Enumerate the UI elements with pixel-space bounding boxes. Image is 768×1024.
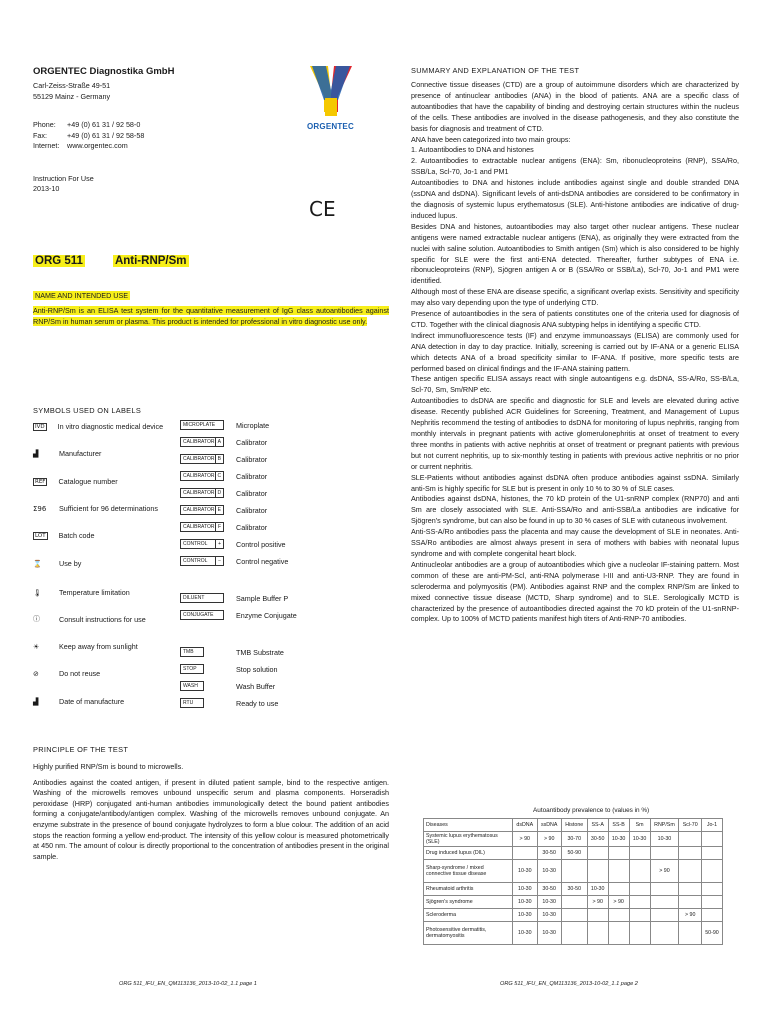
table-cell: Rheumatoid arthritis: [424, 883, 513, 896]
table-row: [424, 860, 723, 883]
sigma-icon: Σ96: [33, 504, 47, 513]
table-cell: [513, 847, 538, 860]
symbol-no-reuse: ⊘ Do not reuse: [33, 669, 101, 678]
address-line: Carl-Zeiss-Straße 49-51: [33, 81, 111, 90]
table-cell: [561, 896, 587, 909]
table-cell: [701, 847, 722, 860]
footer-page-2: ORG 511_IFU_EN_QM113136_2013-10-02_1.1 page 2: [500, 981, 638, 987]
table-cell: [587, 909, 608, 922]
control-icon: CONTROL −: [180, 556, 224, 566]
stop-icon: STOP: [180, 664, 204, 674]
diluent-icon: DILUENT: [180, 593, 224, 603]
table-body: [424, 832, 723, 945]
thermometer-icon: 🌡: [33, 588, 42, 597]
table-cell: > 90: [650, 860, 679, 883]
table-cell: [701, 883, 722, 896]
ifu-date: 2013-10: [33, 184, 60, 193]
table-cell: [701, 909, 722, 922]
table-cell: 10-30: [587, 883, 608, 896]
sun-icon: ☀: [33, 642, 40, 651]
table-cell: 10-30: [537, 909, 561, 922]
table-row: [424, 909, 723, 922]
table-cell: > 90: [608, 896, 629, 909]
calibrator-icon: CALIBRATOR E: [180, 505, 224, 515]
symbol-consult: ⓘ Consult instructions for use: [33, 614, 146, 624]
factory-icon: ▟: [33, 697, 39, 706]
table-cell: 10-30: [513, 896, 538, 909]
calibrator-icon: CALIBRATOR F: [180, 522, 224, 532]
wash-icon: WASH: [180, 681, 204, 691]
symbol-microplate: MICROPLATE Microplate: [180, 420, 269, 430]
symbol-use-by: ⌛ Use by: [33, 559, 82, 568]
symbol-ivd: IVD In vitro diagnostic medical device: [35, 422, 164, 431]
table-cell: Scleroderma: [424, 909, 513, 922]
symbol-calibrator-c: CALIBRATOR C Calibrator: [180, 471, 267, 481]
ce-mark-icon: CE: [309, 197, 336, 221]
table-cell: [679, 896, 702, 909]
table-cell: > 90: [537, 832, 561, 847]
table-cell: [650, 847, 679, 860]
table-cell: [608, 922, 629, 945]
table-cell: [650, 883, 679, 896]
principle-text: Highly purified RNP/Sm is bound to microwells. Antibodies against the coated antigen, if present in diluted patient sample, bind to the respective antigen. Washing of the microwells removes unbound unspecific serum and plasma components. Horseradish peroxidase (HRP) conjugated anti-human antibodies immunologically detect the bound patient antibodies forming a conjugate/antibody/antigen complex. Washing of the microwells removes unbound conjugate. An enzyme substrate in the presence of bound conjugate hydrolyzes to form a blue colour. The addition of an acid stops the reaction forming a yellow end-product. The intensity of this yellow colour is measured photometrically at 450 nm. The amount of colour is directly proportional to the concentration of antibodies present in the original sample.: [33, 762, 389, 861]
table-row: [424, 896, 723, 909]
calibrator-icon: CALIBRATOR B: [180, 454, 224, 464]
symbol-temperature: 🌡 Temperature limitation: [33, 588, 130, 597]
table-cell: 10-30: [513, 883, 538, 896]
table-cell: 10-30: [537, 896, 561, 909]
table-cell: 30-50: [537, 847, 561, 860]
table-cell: [679, 883, 702, 896]
table-cell: [629, 883, 650, 896]
microplate-icon: MICROPLATE: [180, 420, 224, 430]
table-cell: [679, 922, 702, 945]
calibrator-icon: CALIBRATOR D: [180, 488, 224, 498]
table-cell: 10-30: [608, 832, 629, 847]
table-cell: [701, 860, 722, 883]
table-cell: 50-90: [561, 847, 587, 860]
table-cell: [629, 909, 650, 922]
table-cell: [629, 922, 650, 945]
table-cell: [629, 896, 650, 909]
table-cell: [587, 860, 608, 883]
table-cell: 10-30: [629, 832, 650, 847]
table-cell: [561, 922, 587, 945]
symbol-date-manufacture: ▟ Date of manufacture: [33, 697, 125, 706]
table-cell: > 90: [587, 896, 608, 909]
product-heading: [33, 255, 189, 267]
principle-title: PRINCIPLE OF THE TEST: [33, 745, 129, 754]
table-cell: [608, 883, 629, 896]
table-cell: [679, 847, 702, 860]
info-icon: ⓘ: [33, 615, 40, 623]
table-cell: Photosensitive dermatitis, dermatomyositis: [424, 922, 513, 945]
table-cell: [679, 860, 702, 883]
rtu-icon: RTU: [180, 698, 204, 708]
summary-text: Connective tissue diseases (CTD) are a group of autoimmune disorders which are characterized by presence of antinuclear antibodies (ANA) in the blood of patients. ANA are a specific class of autoantibodies that have the capability of binding and destroying certain structures within the nucleus of the cells. These antibodies are involved in the disease pathogenesis, and they also constitute the basis for diagnosis and treatment of CTD. ANA have been categorized into two main groups: 1. Autoantibodies to DNA and histones 2. Autoantibodies to extractable nuclear antigens (ENA): Sm, ribonucleoproteins (RNP), SSA/Ro, SSB/La, Scl-70, Jo-1 and PM1 Autoantibodies to DNA and histones include antibodies against single and double stranded DNA (ssDNA and dsDNA). Significant levels of anti-dsDNA antibodies are considered to be confirmatory in the diagnosis of systemic lupus erythematosus (SLE). Anti-histone antibodies are indicative of drug-induced lupus. Besides DNA and histones, autoantibodies may also target other nuclear antigens. These nuclear antigens were named extractable nuclear antigens (ENA), as originally they were extracted from the nuclei with saline solution. Autoantibodies to Smith antigen (Sm) which is also considered to be highly specific for SLE were the first anti-ENA detected. Thereafter, further subtypes of ENA i.e. ribonucleoproteins (RNP), Sjögren antigen A or B (SSA/Ro or SSB/La), Scl-70, Jo-1 and PM1 were identified. Although most of these ENA are disease specific, a significant overlap exists. Sensitivity and specificity may also vary depending upon the type of underlying CTD. Presence of autoantibodies in the sera of patients constitutes one of the criteria used for diagnosis of CTD. Together with the clinical diagnosis ANA subtyping helps in identifying a specific CTD. Indirect immunofluorescence tests (IF) and enzyme immunoassays (ELISA) are commonly used for ANA detection in day to day practice. Initially, screening is carried out by IF-ANA or a generic ELISA which detects ANA of a broad specificity similar to IF-ANA. If positive, more specific tests are performed based on clinical findings and the IF-ANA staining pattern. These antigen specific ELISA assays react with single autoantigens e.g. dsDNA, SS-A/Ro, SS-B/La, Scl-70, Sm, Sm/RNP etc. Autoantibodies to dsDNA are specific and diagnostic for SLE and levels are elevated during active disease. Recently published ACR Guidelines for Screening, Treatment, and Management of Lupus Nephritis recommend the testing of antibodies to dsDNA for monitoring of lupus nephritis, ranging from monthly intervals in pregnant patients with active glomerulonephritis at onset of treatment to every three months in patients with active nephritis at onset of treatment or pregnant patients with previous but not current nephritis, up to six-monthly testing in patients with previous active nephritis or no prior or current nephritis. SLE-Patients without antibodies against dsDNA often produce antibodies against ssDNA. Similarly anti-Sm is highly specific for SLE but is present in only 10 % to 30 % of SLE cases. Antibodies against dsDNA, histones, the 70 kD protein of the U1-snRNP complex (RNP70) and anti Sm are closely associated with SLE. Anti-SSA/Ro and anti-SSB/La antibodies are indicative for Sjögren's syndrome, but can also be found in up to 30 % cases of SLE with cutaneous involvement. Anti-SS-A/Ro antibodies pass the placenta and may cause the development of SLE in neonates. Anti-SSA/Ro antibodies are almost always present in sera of mothers with babies with neonatal lupus syndrome and with complete congenital heart block. Antinucleolar antibodies are a group of autoantibodies which give a nucleolar IF-staining pattern. Most common of these are anti-PM-Scl, anti-RNA polymerase I-III and anti-U3-RNP. They are found in scleroderma and polymyositis (PM). Antibodies against RNP and the complex RNP/Sm are linked to mixed connective tissue disease (MCTD, Sharp syndrome) and to SLE. Serologically MCTD is characterized by the presence of autoantibodies directed against the 70 kD protein of the U1-snRNP-complex. Up to 100% of MCTD patients manifest high titers of Anti-RNP-70 antibodies.: [411, 80, 739, 624]
table-cell: > 90: [513, 832, 538, 847]
hourglass-icon: ⌛: [33, 559, 42, 568]
symbol-calibrator-b: CALIBRATOR B Calibrator: [180, 454, 267, 464]
symbol-control-negative: CONTROL − Control negative: [180, 556, 288, 566]
table-cell: 30-50: [537, 883, 561, 896]
table-cell: 10-30: [537, 922, 561, 945]
symbol-sunlight: ☀ Keep away from sunlight: [33, 642, 138, 651]
summary-section: [411, 66, 739, 625]
table-cell: [608, 847, 629, 860]
symbols-title: SYMBOLS USED ON LABELS: [33, 406, 142, 415]
table-cell: 10-30: [650, 832, 679, 847]
table-header-row: Diseases dsDNA ssDNA Histone SS-A SS-B Sm RNP/Sm Scl-70 Jo-1: [424, 819, 723, 832]
symbol-control-positive: CONTROL + Control positive: [180, 539, 286, 549]
symbol-sufficient: Σ96 Sufficient for 96 determinations: [33, 504, 158, 513]
symbol-lot: LOT Batch code: [35, 531, 95, 540]
product-name: Anti-RNP/Sm: [114, 255, 187, 267]
symbol-calibrator-d: CALIBRATOR D Calibrator: [180, 488, 267, 498]
table-row: [424, 847, 723, 860]
table-caption: Autoantibody prevalence to (values in %): [533, 807, 650, 814]
calibrator-icon: CALIBRATOR A: [180, 437, 224, 447]
address-line: 55129 Mainz - Germany: [33, 91, 111, 101]
table-cell: 50-90: [701, 922, 722, 945]
contact-internet[interactable]: Internet: www.orgentec.com: [33, 141, 128, 150]
table-cell: [608, 860, 629, 883]
contact-fax: Fax: +49 (0) 61 31 / 92 58-58: [33, 130, 145, 140]
intended-use-title: NAME AND INTENDED USE: [35, 291, 129, 300]
company-name: ORGENTEC Diagnostika GmbH: [33, 66, 175, 77]
manufacturer-icon: ▟: [33, 449, 39, 458]
symbol-calibrator-e: CALIBRATOR E Calibrator: [180, 505, 267, 515]
table-cell: [650, 922, 679, 945]
symbol-conjugate: CONJUGATE Enzyme Conjugate: [180, 610, 297, 620]
table-cell: Sharp-syndrome / mixed connective tissue disease: [424, 860, 513, 883]
table-cell: [629, 847, 650, 860]
no-reuse-icon: ⊘: [33, 669, 39, 678]
table-cell: 10-30: [513, 922, 538, 945]
symbol-stop: STOP Stop solution: [180, 664, 278, 674]
table-cell: 10-30: [513, 860, 538, 883]
table-row: [424, 922, 723, 945]
table-row: [424, 832, 723, 847]
table-cell: [587, 847, 608, 860]
tmb-icon: TMB: [180, 647, 204, 657]
table-cell: [701, 896, 722, 909]
table-cell: [679, 832, 702, 847]
table-cell: 10-30: [537, 860, 561, 883]
table-cell: Systemic lupus erythematosus (SLE): [424, 832, 513, 847]
table-row: [424, 883, 723, 896]
table-cell: [701, 832, 722, 847]
footer-page-1: ORG 511_IFU_EN_QM113136_2013-10-02_1.1 page 1: [119, 981, 257, 987]
table-cell: Sjögren's syndrome: [424, 896, 513, 909]
table-cell: Drug induced lupus (DIL): [424, 847, 513, 860]
ifu-info: [33, 174, 388, 195]
contact-phone: Phone: +49 (0) 61 31 / 92 58-0: [33, 120, 141, 129]
symbol-calibrator-f: CALIBRATOR F Calibrator: [180, 522, 267, 532]
lot-icon: LOT: [35, 532, 46, 539]
symbol-tmb: TMB TMB Substrate: [180, 647, 284, 657]
symbol-ref: REF Catalogue number: [35, 477, 118, 486]
table-cell: [608, 909, 629, 922]
prevalence-table: [423, 818, 723, 945]
ifu-label: Instruction For Use: [33, 173, 94, 183]
table-cell: 30-50: [587, 832, 608, 847]
table-cell: 30-70: [561, 832, 587, 847]
table-cell: > 90: [679, 909, 702, 922]
calibrator-icon: CALIBRATOR C: [180, 471, 224, 481]
table-cell: 30-50: [561, 883, 587, 896]
table-cell: [561, 909, 587, 922]
table-cell: [650, 909, 679, 922]
ivd-icon: IVD: [35, 423, 45, 430]
symbol-calibrator-a: CALIBRATOR A Calibrator: [180, 437, 267, 447]
table-cell: [629, 860, 650, 883]
logo-text: ORGENTEC: [307, 122, 354, 131]
conjugate-icon: CONJUGATE: [180, 610, 224, 620]
symbol-diluent: DILUENT Sample Buffer P: [180, 593, 288, 603]
summary-title: SUMMARY AND EXPLANATION OF THE TEST: [411, 66, 580, 75]
ref-icon: REF: [35, 478, 46, 485]
symbol-wash: WASH Wash Buffer: [180, 681, 275, 691]
intended-use-text: Anti-RNP/Sm is an ELISA test system for the quantitative measurement of IgG class autoantibodies against RNP/Sm in human serum or plasma. This product is intended for professional in vitro diagnostic use only.: [33, 306, 389, 326]
table-cell: 10-30: [513, 909, 538, 922]
table-cell: [650, 896, 679, 909]
symbol-rtu: RTU Ready to use: [180, 698, 278, 708]
table-cell: [561, 860, 587, 883]
control-icon: CONTROL +: [180, 539, 224, 549]
table-cell: [587, 922, 608, 945]
symbol-manufacturer: ▟ Manufacturer: [33, 449, 102, 458]
product-code: ORG 511: [35, 255, 83, 267]
